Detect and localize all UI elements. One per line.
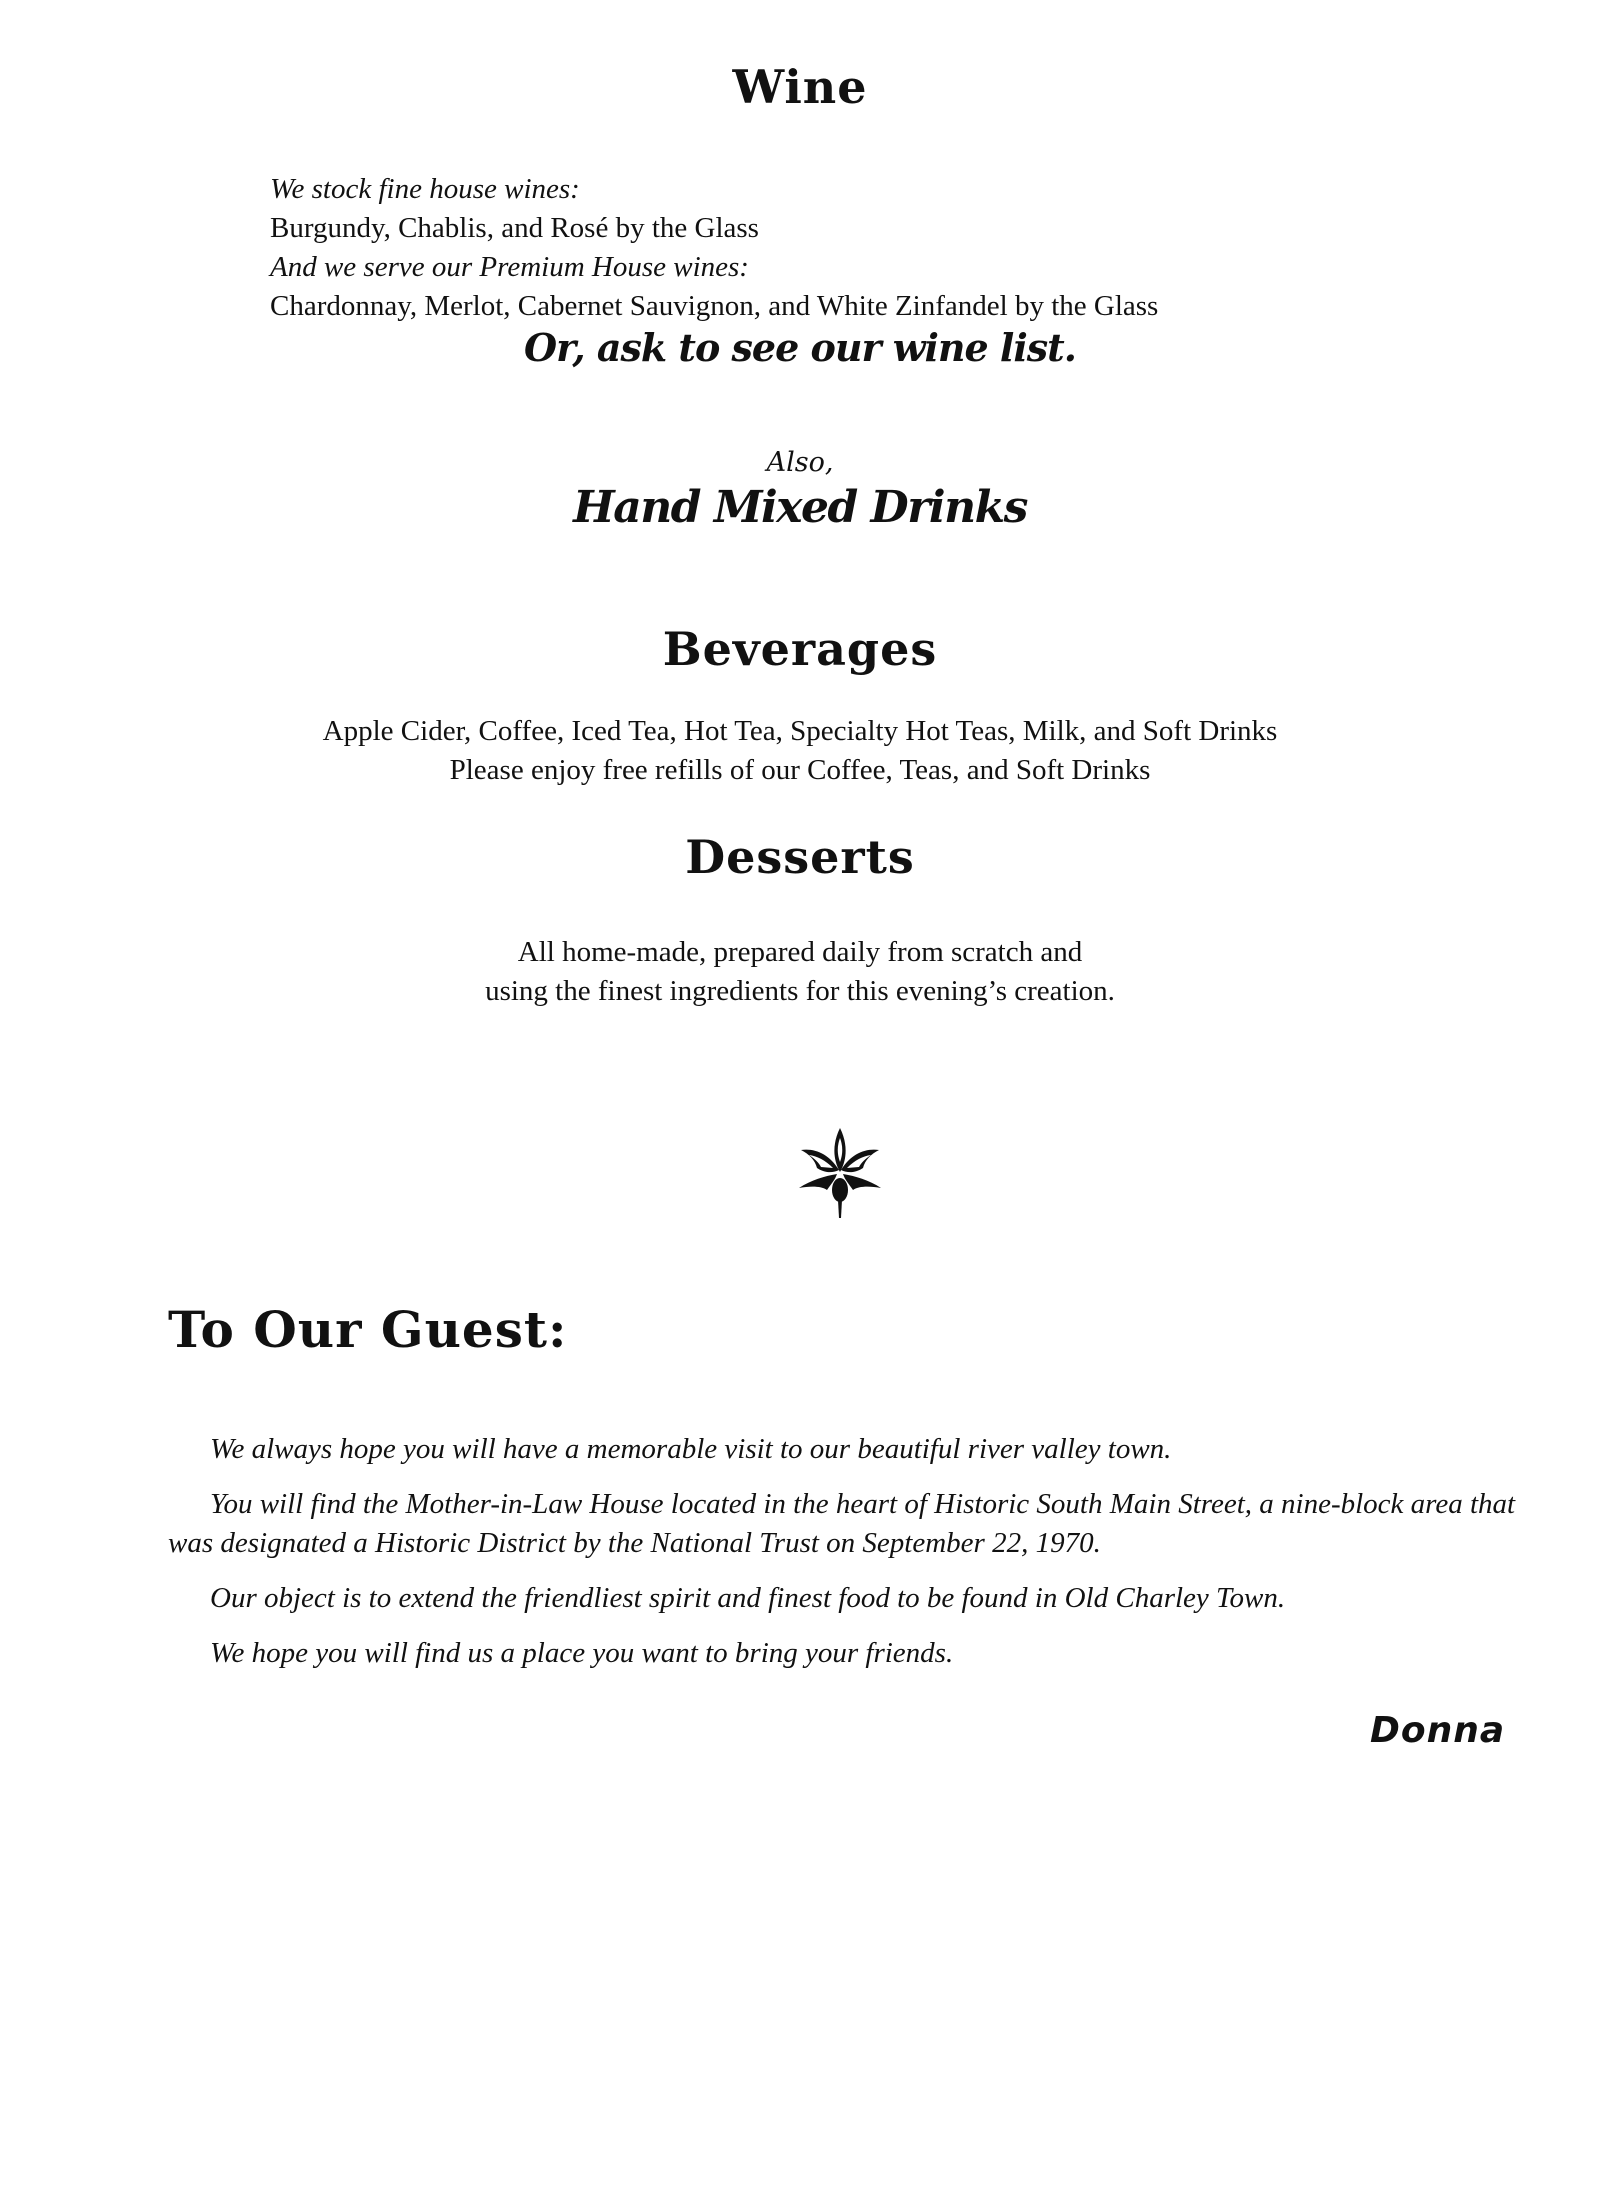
beverages-heading-text: Beverages [662,622,938,676]
also-label: Also, [766,447,834,478]
wine-description [270,170,1158,326]
premium-wines-list: Chardonnay, Merlot, Cabernet Sauvignon, and White Zinfandel by the Glass [270,290,1159,322]
letter-paragraph-2: You will find the Mother-in-Law House located in the heart of Historic South Main Street, a nine-block area that was designated a Historic District by the National Trust on September 22, 1970. [168,1488,1516,1559]
letter-paragraph-4: We hope you will find us a place you want to bring your friends. [210,1637,954,1669]
mixed-drinks-title: Hand Mixed Drinks [573,482,1027,533]
wine-heading [0,60,1600,114]
beverages-list: Apple Cider, Coffee, Iced Tea, Hot Tea, Specialty Hot Teas, Milk, and Soft Drinks [322,715,1278,747]
guest-heading-text: To Our Guest: [168,1300,568,1359]
beverages-heading [0,622,1600,676]
wine-list-note: Or, ask to see our wine list. [524,325,1076,370]
house-wines-list: Burgundy, Chablis, and Rosé by the Glass [270,212,759,244]
letter-paragraph-1: We always hope you will have a memorable visit to our beautiful river valley town. [210,1433,1172,1465]
desserts-heading-text: Desserts [685,830,915,884]
desserts-description [0,933,1600,1011]
letter-paragraph-3: Our object is to extend the friendliest spirit and finest food to be found in Old Charley Town. [210,1582,1286,1614]
desserts-heading [0,830,1600,884]
guest-letter [168,1430,1518,1689]
signature: Donna [1370,1710,1506,1751]
beverages-description [0,712,1600,790]
premium-wines-intro: And we serve our Premium House wines: [270,251,749,283]
house-wines-intro: We stock fine house wines: [270,173,580,205]
guest-heading [168,1300,567,1359]
desserts-line-2: using the finest ingredients for this evening’s creation. [485,975,1115,1007]
wine-heading-text: Wine [732,60,868,114]
lily-ornament-icon [795,1120,885,1220]
desserts-line-1: All home-made, prepared daily from scratch and [517,936,1083,968]
refills-note: Please enjoy free refills of our Coffee, Teas, and Soft Drinks [449,754,1151,786]
